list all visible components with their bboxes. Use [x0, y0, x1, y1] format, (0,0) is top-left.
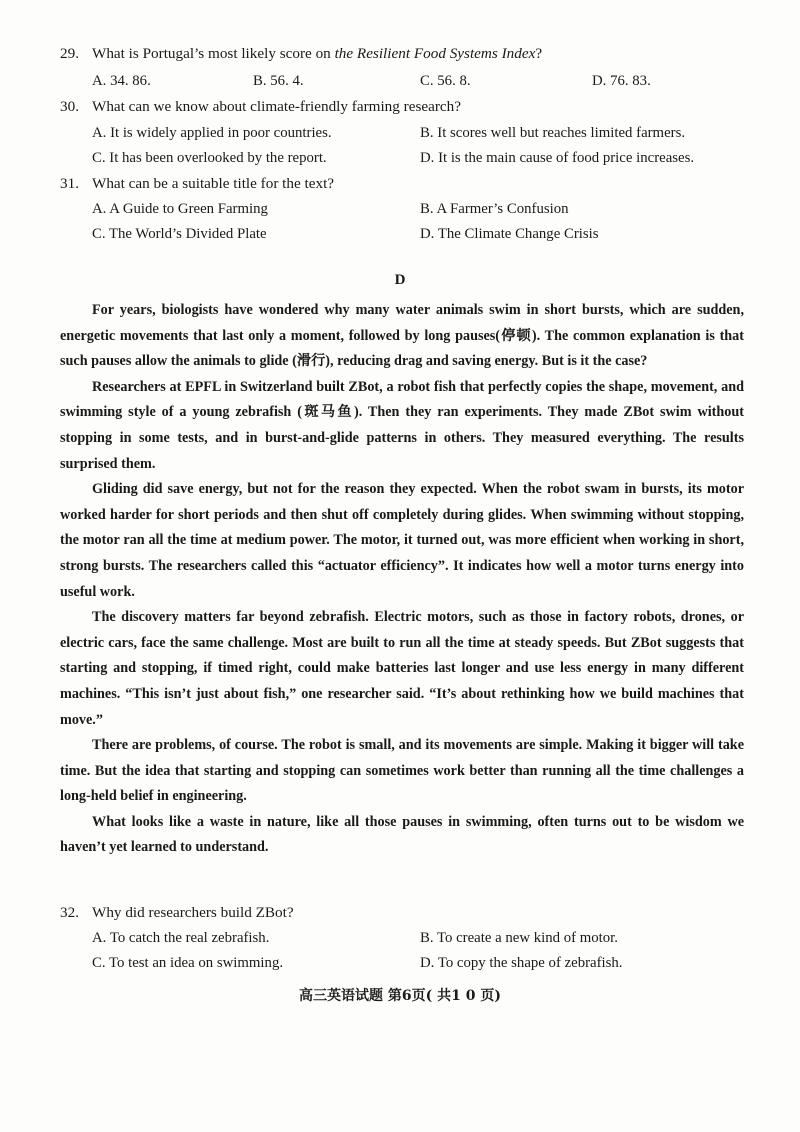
question-29-stem [60, 44, 542, 64]
option-c: C. 56. 8. [420, 73, 471, 89]
option-a: A. To catch the real zebrafish. [92, 930, 270, 946]
stem-text: Why did researchers build ZBot? [92, 904, 294, 921]
option-b: B. A Farmer’s Confusion [420, 201, 569, 217]
reading-passage [60, 298, 744, 861]
option-a: A. 34. 86. [92, 73, 151, 89]
option-b: B. To create a new kind of motor. [420, 930, 618, 946]
question-number: 32. [60, 904, 79, 921]
paragraph: Researchers at EPFL in Switzerland built ZBot, a robot fish that perfectly copies the shape, movement, and swimming style of a young zebrafish (斑马鱼). Then they ran experiments. They made ZBot swim without stopping in some tests, and in burst-and-glide patterns in others. They measured everything. The results surprised them. [60, 378, 744, 472]
paragraph: The discovery matters far beyond zebrafish. Electric motors, such as those in factory robots, drones, or electric cars, face the same challenge. Most are built to run all the time at steady speeds. But ZBot suggests that starting and stopping, if timed right, could make batteries last longer and use less energy in many different machines. “This isn’t just about fish,” one researcher said. “It’s about rethinking how we build machines that move.” [60, 609, 744, 728]
paragraph: For years, biologists have wondered why many water animals swim in short bursts, which are sudden, energetic movements that last only a moment, followed by long pauses(停顿). The common explanation is that such pauses allow the animals to glide (滑行), reducing drag and saving energy. But is it the case? [60, 302, 744, 370]
option-d: D. To copy the shape of zebrafish. [420, 955, 623, 971]
option-c: C. It has been overlooked by the report. [92, 150, 327, 166]
page-footer: 高三英语试题 第6页( 共1 0 页) [299, 988, 501, 1004]
paragraph: Gliding did save energy, but not for the reason they expected. When the robot swam in bursts, its motor worked harder for short periods and then shut off completely during glides. When swimming without stopping, the motor ran all the time at medium power. The motor, it turned out, was more efficient when working in short, strong bursts. The researchers called this “actuator efficiency”. It indicates how well a motor turns energy into useful work. [60, 481, 744, 600]
question-32-stem [60, 903, 294, 923]
stem-suffix: ? [535, 45, 543, 62]
paragraph: What looks like a waste in nature, like all those pauses in swimming, often turns out to be wisdom we haven’t yet learned to understand. [60, 813, 744, 856]
stem-text: What is Portugal’s most likely score on [92, 45, 335, 62]
question-31-stem [60, 174, 334, 194]
option-b: B. It scores well but reaches limited farmers. [420, 125, 686, 141]
question-number: 31. [60, 175, 79, 192]
option-a: A. A Guide to Green Farming [92, 201, 268, 217]
stem-text: What can we know about climate-friendly farming research? [92, 98, 461, 115]
option-d: D. 76. 83. [592, 73, 651, 89]
stem-text: What can be a suitable title for the text? [92, 175, 335, 192]
option-d: D. The Climate Change Crisis [420, 226, 599, 242]
option-c: C. To test an idea on swimming. [92, 955, 284, 971]
index-name: the Resilient Food Systems Index [334, 45, 536, 62]
option-a: A. It is widely applied in poor countries. [92, 125, 332, 141]
question-number: 29. [60, 45, 79, 62]
option-c: C. The World’s Divided Plate [92, 226, 267, 242]
paragraph: There are problems, of course. The robot is small, and its movements are simple. Making it bigger will take time. But the idea that starting and stopping can sometimes work better than running all the time challenges a long-held belief in engineering. [60, 737, 744, 805]
option-d: D. It is the main cause of food price increases. [420, 150, 695, 166]
option-b: B. 56. 4. [253, 73, 304, 89]
question-number: 30. [60, 98, 79, 115]
question-30-stem [60, 97, 461, 117]
section-title: D [394, 272, 406, 288]
